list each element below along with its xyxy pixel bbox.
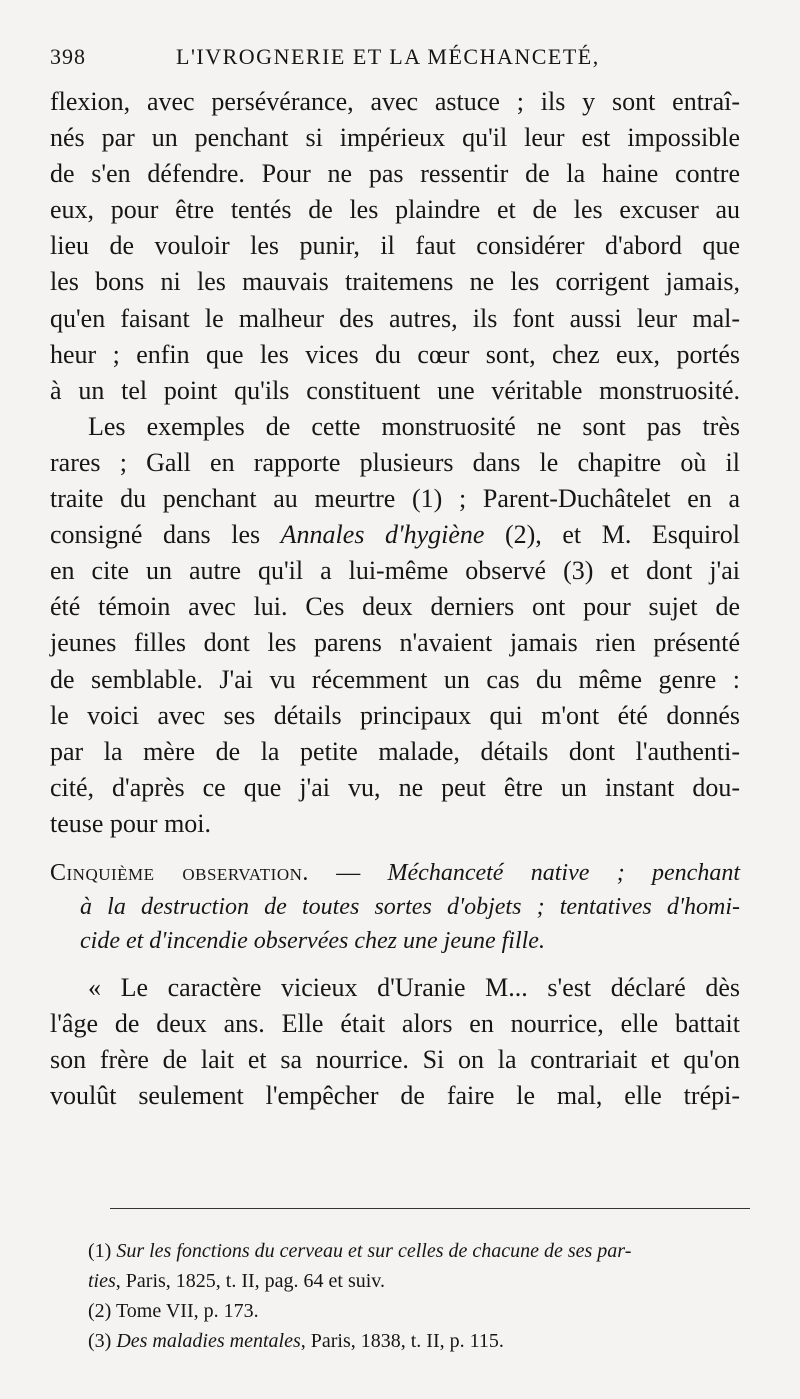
paragraph-2	[50, 409, 740, 842]
footnote-3	[88, 1326, 748, 1356]
running-head	[50, 44, 750, 74]
text-line: Les exemples de cette monstruosité ne sont pas très	[88, 411, 740, 441]
text-line: de semblable. J'ai vu récemment un cas du même genre :	[50, 664, 740, 694]
text-line: par la mère de la petite malade, détails dont l'authenti-	[50, 736, 740, 766]
text-line: « Le caractère vicieux d'Uranie M... s'est déclaré dès	[88, 972, 740, 1002]
text-line: été témoin avec lui. Ces deux derniers ont pour sujet de	[50, 592, 740, 622]
observation-title: Méchanceté native ; penchant	[387, 859, 740, 886]
footnote-rule	[110, 1208, 750, 1209]
footnote-number: (1)	[88, 1240, 117, 1262]
footnote-title: Sur les fonctions du cerveau et sur celles de chacune de ses par-	[116, 1240, 632, 1262]
observation-title: à la destruction de toutes sortes d'objets ; tentatives d'homi-	[80, 893, 740, 920]
text-segment: consigné dans les	[50, 520, 281, 550]
footnotes	[88, 1236, 748, 1356]
running-title: L'IVROGNERIE ET LA MÉCHANCETÉ,	[176, 44, 600, 69]
text-segment: (2), et M. Esquirol	[484, 520, 740, 550]
observation-line	[50, 856, 740, 890]
text-line: cité, d'après ce que j'ai vu, ne peut être un instant dou-	[50, 772, 740, 802]
footnote-title: ties	[88, 1270, 116, 1292]
text-line: l'âge de deux ans. Elle était alors en nourrice, elle battait	[50, 1009, 740, 1039]
page-number: 398	[50, 44, 86, 69]
text-line: jeunes filles dont les parens n'avaient jamais rien présenté	[50, 628, 740, 658]
text-line: qu'en faisant le malheur des autres, ils font aussi leur mal-	[50, 303, 740, 333]
text-line: le voici avec ses détails principaux qui m'ont été donnés	[50, 700, 740, 730]
footnote-1-continued	[88, 1266, 748, 1296]
text-line: eux, pour être tentés de les plaindre et de les excuser au	[50, 195, 740, 225]
footnote-text: , Paris, 1838, t. II, p. 115.	[300, 1330, 504, 1352]
footnote-1	[88, 1236, 748, 1266]
text-line: lieu de vouloir les punir, il faut considérer d'abord que	[50, 231, 740, 261]
text-line: traite du penchant au meurtre (1) ; Parent-Duchâtelet en a	[50, 484, 740, 514]
footnote-2: (2) Tome VII, p. 173.	[88, 1300, 259, 1322]
text-line: voulût seulement l'empêcher de faire le mal, elle trépi-	[50, 1081, 740, 1111]
text-line: nés par un penchant si impérieux qu'il leur est impossible	[50, 123, 740, 153]
text-line: à un tel point qu'ils constituent une véritable monstruosité.	[50, 375, 740, 405]
text-line: en cite un autre qu'il a lui-même observé (3) et dont j'ai	[50, 556, 740, 586]
paragraph-1	[50, 84, 740, 409]
paragraph-3	[50, 970, 740, 1114]
footnote-text: , Paris, 1825, t. II, pag. 64 et suiv.	[115, 1270, 386, 1292]
observation-dash: —	[308, 859, 388, 886]
text-line: teuse pour moi.	[50, 808, 212, 838]
body-text	[50, 84, 740, 1114]
text-line: son frère de lait et sa nourrice. Si on la contrariait et qu'on	[50, 1045, 740, 1075]
text-line: flexion, avec persévérance, avec astuce ; ils y sont entraî-	[50, 87, 740, 116]
footnote-title: Des maladies mentales	[116, 1330, 301, 1352]
observation-line	[50, 890, 740, 924]
text-line: heur ; enfin que les vices du cœur sont, chez eux, portés	[50, 339, 740, 369]
journal-title: Annales d'hygiène	[280, 520, 485, 550]
observation-label: Cinquième observation.	[50, 859, 309, 886]
footnote-number: (3)	[88, 1330, 117, 1352]
text-line: les bons ni les mauvais traitemens ne les corrigent jamais,	[50, 267, 740, 297]
text-line: de s'en défendre. Pour ne pas ressentir de la haine contre	[50, 159, 740, 189]
observation-title: cide et d'incendie observées chez une jeune fille.	[80, 927, 545, 954]
text-line	[50, 517, 740, 553]
text-line: rares ; Gall en rapporte plusieurs dans le chapitre où il	[50, 447, 740, 477]
observation-line	[50, 924, 740, 958]
observation-heading	[50, 856, 740, 958]
